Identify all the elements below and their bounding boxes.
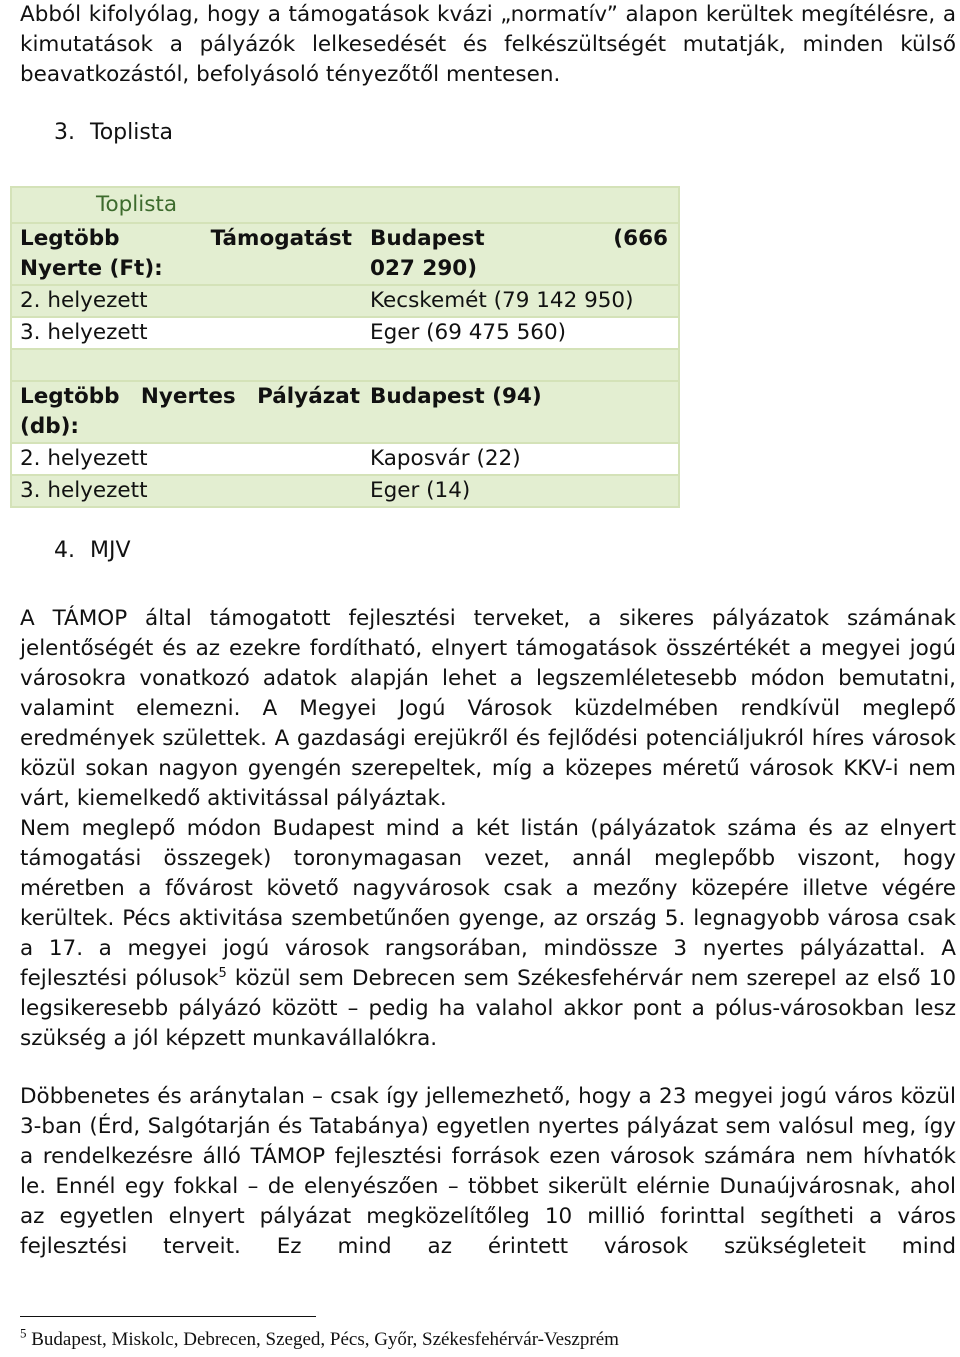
table-row: [12, 442, 678, 474]
label-part: Nyerte (Ft):: [20, 256, 163, 281]
table-cell-label: [12, 224, 360, 284]
table-cell-label: 3. helyezett: [20, 320, 148, 345]
table-row: [12, 474, 678, 506]
table-caption: Toplista: [12, 188, 678, 222]
section-title: MJV: [90, 538, 131, 563]
table-cell-label: 3. helyezett: [20, 478, 148, 503]
table-cell-value: Budapest (94): [370, 384, 542, 409]
table-row: [12, 222, 678, 284]
table-row: [12, 284, 678, 316]
paragraph-2: [20, 814, 956, 1054]
table-cell-value: Kaposvár (22): [370, 446, 521, 471]
table-cell-label: [12, 382, 360, 442]
table-row: [12, 316, 678, 348]
table-cell-label: 2. helyezett: [20, 288, 148, 313]
value-part: (666: [613, 226, 668, 251]
section-number: 3.: [54, 120, 75, 145]
section-title: Toplista: [90, 120, 173, 145]
section-number: 4.: [54, 538, 75, 563]
section-heading-mjv: [54, 536, 131, 566]
label-part: Legtöbb Nyertes Pályázat: [20, 384, 360, 409]
table-cell-value: Eger (14): [370, 478, 471, 503]
label-part: (db):: [20, 414, 80, 439]
paragraph-text: Nem meglepő módon Budapest mind a két listán (pályázatok száma és az elnyert támogatási összegek) toronymagasan vezet, annál meglepőbb viszont, hogy méretben a fővárost követő nagyvárosok csak a mezőny közepére illetve végére kerültek. Pécs aktivitása szembetűnően gyenge, az ország 5. legnagyobb városa csak a 17. a megyei jogú városok rangsorában, mindössze 3 nyertes pályázattal. A fejlesztési pólusok: [20, 816, 956, 991]
value-part: 027 290): [370, 256, 478, 281]
footnote-text: Budapest, Miskolc, Debrecen, Szeged, Pécs, Győr, Székesfehérvár-Veszprém: [31, 1329, 619, 1350]
label-part: Legtöbb: [20, 226, 120, 251]
table-cell-value: Eger (69 475 560): [370, 320, 567, 345]
label-part: Támogatást: [210, 226, 352, 251]
paragraph-1: A TÁMOP által támogatott fejlesztési terveket, a sikeres pályázatok számának jelentőségét és az ezekre fordítható, elnyert támogatások összértékét a megyei jogú városokra vonatkozó adatok alapján lehet a legszemléletesebb módon bemutatni, valamint elemezni. A Megyei Jogú Városok küzdelmében rendkívül meglepő eredmények születtek. A gazdasági erejükről és fejlődési potenciáljukról híres városok közül sokan nagyon gyengén szerepeltek, míg a közepes méretű városok KKV-i nem várt, kiemelkedő aktivitással pályáztak.: [20, 606, 956, 811]
footnote-reference: 5: [218, 965, 227, 981]
table-cell-label: 2. helyezett: [20, 446, 148, 471]
paragraph-text: közül sem Debrecen sem Székesfehérvár nem szerepel az első 10 legsikeresebb pályázó között – pedig ha valahol akkor pont a pólus-városokban lesz szükség a jól képzett munkavállalókra.: [20, 966, 957, 1051]
table-row-empty: [12, 348, 678, 380]
paragraph-3: Döbbenetes és aránytalan – csak így jellemezhető, hogy a 23 megyei jogú város közül 3-ban (Érd, Salgótarján és Tatabánya) egyetlen nyertes pályázat sem valósul meg, így a rendelkezésre álló TÁMOP fejlesztési források ezen városok számára nem hívhatók le. Ennél egy fokkal – de elenyészően – többet sikerült elérnie Dunaújvárosnak, ahol az egyetlen elnyert pályázat megközelítőleg 10 millió forinttal segítheti a város fejlesztési terveit. Ez mind az érintett városok szükségleteit mind: [20, 1084, 956, 1259]
toplista-table: [10, 186, 680, 508]
table-row: [12, 380, 678, 442]
value-part: Budapest: [370, 226, 485, 251]
table-cell-value: Kecskemét (79 142 950): [370, 288, 634, 313]
table-cell-value: [360, 224, 678, 284]
footnote-mark: 5: [20, 1325, 27, 1341]
footnote: [20, 1326, 619, 1354]
footnote-separator: [20, 1316, 316, 1317]
section-heading-toplista: [54, 118, 173, 148]
intro-paragraph: Abból kifolyólag, hogy a támogatások kvázi „normatív” alapon kerültek megítélésre, a kimutatások a pályázók lelkesedését és felkészültségét mutatják, minden külső beavatkozástól, befolyásoló tényezőtől mentesen.: [20, 2, 956, 87]
